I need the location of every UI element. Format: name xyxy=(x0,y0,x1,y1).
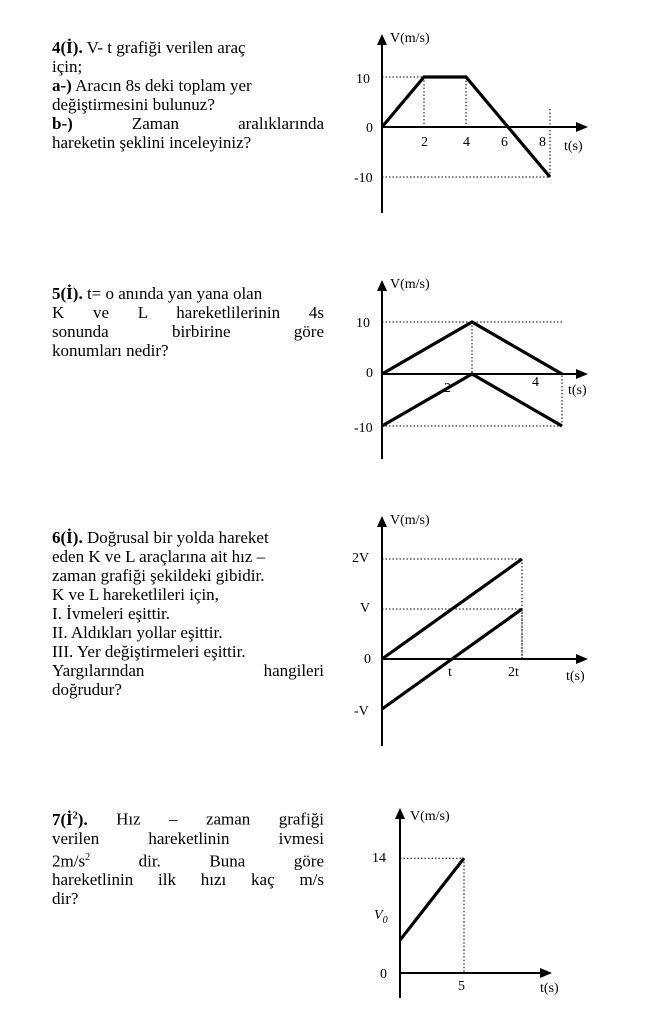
graph-q7 xyxy=(350,802,610,1007)
graph-q6 xyxy=(350,510,610,750)
graph-q6-ytick: -V xyxy=(354,704,369,719)
graph-q5-ytick: 0 xyxy=(366,366,373,381)
graph-q7-xlabel: t(s) xyxy=(540,981,559,996)
graph-q7-ytick: 0 xyxy=(380,967,387,982)
graph-q4-ylabel: V(m/s) xyxy=(390,31,430,46)
graph-q7-v0: $V_0$ xyxy=(374,908,388,926)
graph-q6-xlabel: t(s) xyxy=(566,669,585,684)
graph-q5-xtick: 2 xyxy=(444,381,451,396)
graph-q4-ytick: -10 xyxy=(354,171,373,186)
graph-q7-ytick: 14 xyxy=(372,851,386,866)
graph-q5-ytick: -10 xyxy=(354,421,373,436)
graph-q6-xtick: t xyxy=(448,665,452,680)
graph-q6-ytick: 0 xyxy=(364,652,371,667)
graph-q5-ylabel: V(m/s) xyxy=(390,277,430,292)
graph-q6-ytick: 2V xyxy=(352,551,370,566)
graph-q5-xlabel: t(s) xyxy=(568,383,587,398)
graph-q4-ytick: 10 xyxy=(356,72,370,87)
graph-q6-ylabel: V(m/s) xyxy=(390,513,430,528)
graph-q4-ytick: 0 xyxy=(366,121,373,136)
graph-q4-xlabel: t(s) xyxy=(564,139,583,154)
question-4-number: 4(İ). xyxy=(52,38,83,57)
series-line xyxy=(400,858,464,940)
question-7-number: $7(İ^2)$. xyxy=(52,809,88,829)
graph-q5 xyxy=(350,274,610,464)
graph-q7-ylabel: V(m/s) xyxy=(410,809,450,824)
graph-q6-xtick: 2t xyxy=(508,665,519,680)
question-6-number: 6(İ). xyxy=(52,528,83,547)
question-5: 5(İ). t= o anında yan yana olan K ve L hareketlilerinin 4s sonunda birbirine göre konumları nedir? xyxy=(52,284,324,360)
graph-q7-xtick: 5 xyxy=(458,979,465,994)
graph-q5-ytick: 10 xyxy=(356,316,370,331)
question-4-b: b-) Zaman aralıklarında xyxy=(52,114,324,133)
question-4: 4(İ). V- t grafiği verilen araç için; a-) Aracın 8s deki toplam yer değiştirmesini bulunuz? b-) Zaman aralıklarında hareketin şeklini inceleyiniz? xyxy=(52,38,324,152)
question-7: $7(İ^2)$. Hız – zaman grafiği verilen hareketlinin ivmesi $2m/s^2$ dir. Buna göre hareketlinin ilk hızı kaç m/s dir? xyxy=(52,809,325,909)
question-6: 6(İ). Doğrusal bir yolda hareket eden K ve L araçlarına ait hız – zaman grafiği şekildeki gibidir. K ve L hareketlileri için, I. İvmeleri eşittir. II. Aldıkları yollar eşittir. III. Yer değiştirmeleri eşittir. Yargılarından hangileri doğrudur? xyxy=(52,528,324,699)
graph-q6-ytick: V xyxy=(360,601,371,616)
graph-q4-xtick: 2 xyxy=(421,135,428,150)
graph-q4 xyxy=(350,28,610,218)
graph-q5-xtick: 4 xyxy=(532,375,539,390)
graph-q4-xtick: 8 xyxy=(539,135,546,150)
question-5-number: 5(İ). xyxy=(52,284,83,303)
graph-q4-xtick: 4 xyxy=(463,135,470,150)
graph-q4-xtick: 6 xyxy=(501,135,508,150)
